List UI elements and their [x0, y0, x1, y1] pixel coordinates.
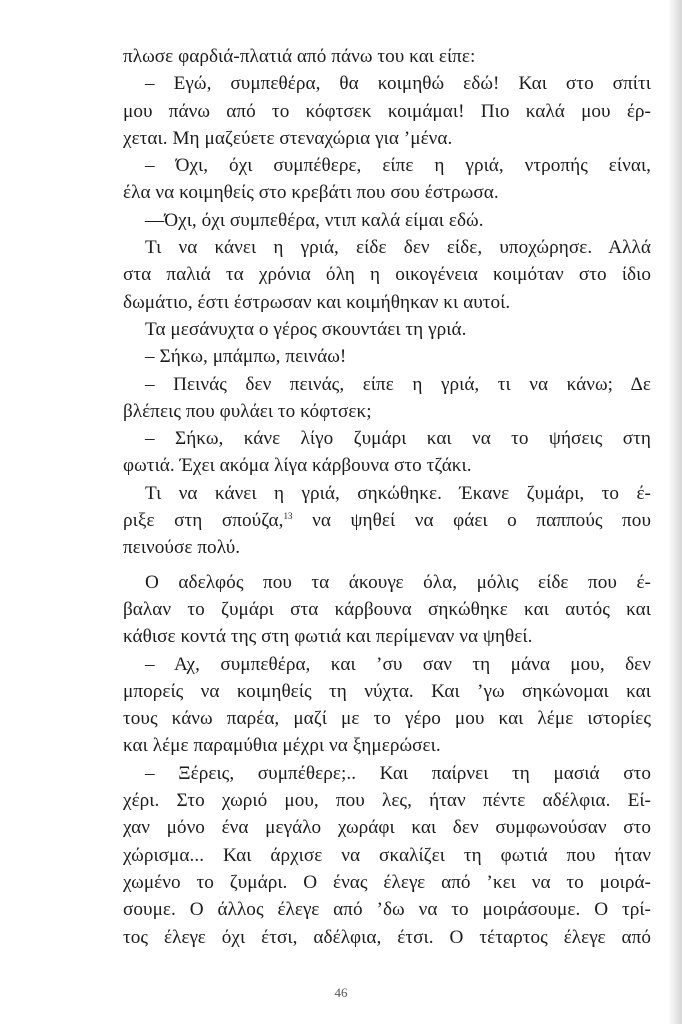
text-line: τους κάνω παρέα, μαζί με το γέρο μου και λέμε ιστορίες — [123, 708, 651, 730]
text-line: σουμε. Ο άλλος έλεγε από ’δω να το μοιράσουμε. Ο τρί- — [123, 899, 651, 921]
text-line: χαν μόνο ένα μεγάλο χωράφι και δεν συμφωνούσαν στο — [123, 817, 651, 839]
text-line: στα παλιά τα χρόνια όλη η οικογένεια κοιμόταν στο ίδιο — [123, 264, 651, 286]
text-line: χέρι. Στο χωριό μου, που λες, ήταν πέντε αδέλφια. Εί- — [123, 790, 651, 812]
text-line: πεινούσε πολύ. — [123, 537, 241, 559]
text-line: – Ξέρεις, συμπέθερε;.. Και παίρνει τη μασιά στο — [145, 762, 651, 784]
text-line: χεται. Μη μαζεύετε στεναχώρια για ’μένα. — [123, 127, 453, 149]
text-line: Τι να κάνει η γριά, είδε δεν είδε, υποχώρησε. Αλλά — [145, 237, 651, 259]
text-line: – Σήκω, μπάμπω, πεινάω! — [145, 346, 347, 368]
text-line: – Σήκω, κάνε λίγο ζυμάρι και να το ψήσεις στη — [145, 428, 651, 450]
book-page-text — [123, 43, 651, 951]
footnote-marker: 13 — [283, 511, 293, 522]
text-line: βλέπεις που φυλάει το κόφτσεκ; — [123, 400, 372, 422]
text-line: μου πάνω από το κόφτσεκ κοιμάμαι! Πιο καλά μου έρ- — [123, 100, 651, 122]
text-fragment: ριξε στη σπούζα, — [123, 510, 284, 532]
text-line: – Όχι, όχι συμπέθερε, είπε η γριά, ντροπής είναι, — [145, 155, 651, 177]
text-line: κάθισε κοντά της στη φωτιά και περίμεναν να ψηθεί. — [123, 626, 533, 648]
text-line: – Αχ, συμπεθέρα, και ’συ σαν τη μάνα μου, δεν — [145, 653, 651, 675]
text-line: Ο αδελφός που τα άκουγε όλα, μόλις είδε που έ- — [145, 571, 651, 593]
text-line: φωτιά. Έχει ακόμα λίγα κάρβουνα στο τζάκι. — [123, 455, 472, 477]
text-fragment: να ψηθεί να φάει ο παππούς που — [292, 510, 651, 532]
text-line: τος έλεγε όχι έτσι, αδέλφια, έτσι. Ο τέταρτος έλεγε από — [123, 926, 651, 948]
text-line: έλα να κοιμηθείς στο κρεβάτι που σου έστρωσα. — [123, 182, 499, 204]
text-line: Τα μεσάνυχτα ο γέρος σκουντάει τη γριά. — [145, 318, 467, 340]
text-line: χωμένο το ζυμάρι. Ο ένας έλεγε από ’κει να το μοιρά- — [123, 871, 651, 893]
page-number: 46 — [334, 985, 348, 1000]
text-line: πλωσε φαρδιά-πλατιά από πάνω του και είπε: — [123, 46, 476, 67]
text-line: —Όχι, όχι συμπεθέρα, ντιπ καλά είμαι εδώ. — [145, 209, 484, 231]
text-line: και λέμε παραμύθια μέχρι να ξημερώσει. — [123, 735, 441, 757]
text-line: δωμάτιο, έστι έστρωσαν και κοιμήθηκαν κι αυτοί. — [123, 291, 511, 313]
text-line-with-footnote — [123, 507, 651, 534]
text-line: βαλαν το ζυμάρι στα κάρβουνα σηκώθηκε και αυτός και — [123, 598, 651, 620]
text-line: χώρισμα... Και άρχισε να σκαλίζει τη φωτιά που ήταν — [123, 844, 651, 866]
text-line: Τι να κάνει η γριά, σηκώθηκε. Έκανε ζυμάρι, το έ- — [145, 482, 651, 504]
page-edge-shadow — [668, 0, 682, 1024]
text-line: – Πεινάς δεν πεινάς, είπε η γριά, τι να κάνω; Δε — [145, 373, 651, 395]
text-line: – Εγώ, συμπεθέρα, θα κοιμηθώ εδώ! Και στο σπίτι — [145, 73, 651, 95]
text-line: μπορείς να κοιμηθείς τη νύχτα. Και ’γω σηκώνομαι και — [123, 680, 651, 702]
